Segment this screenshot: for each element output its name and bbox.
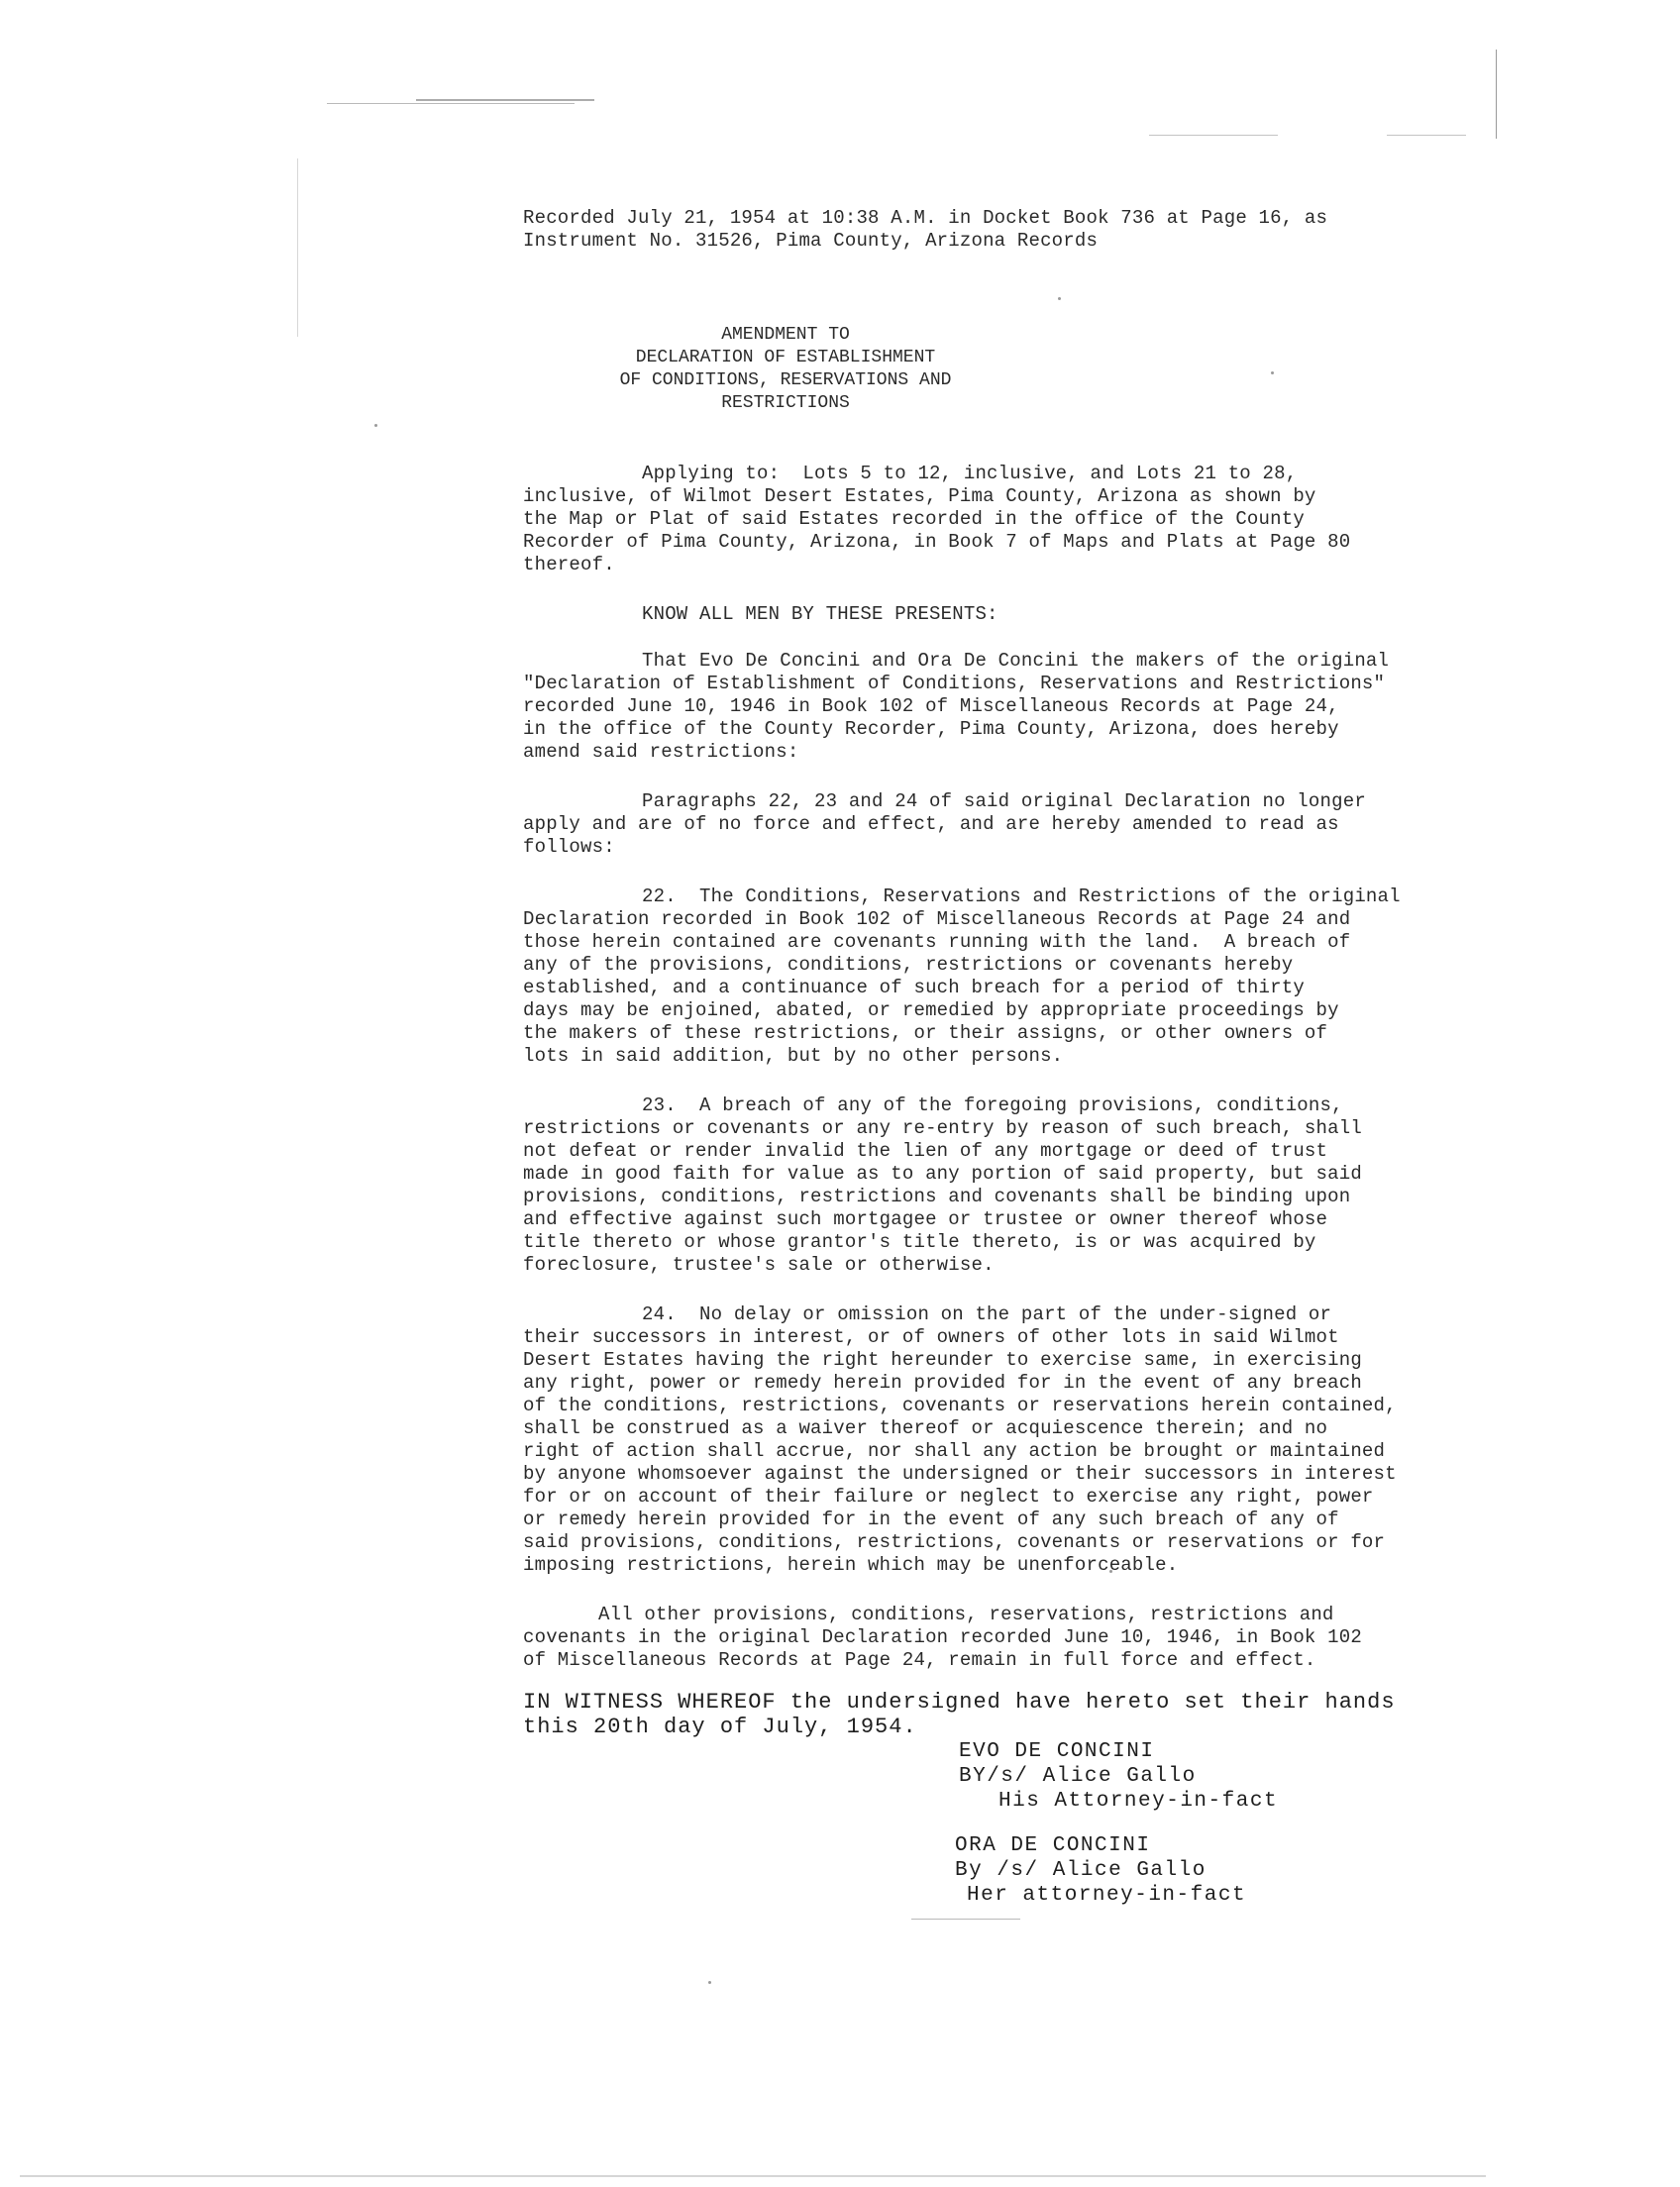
para24-line: Desert Estates having the right hereunder to exercise same, in exercising (523, 1349, 1362, 1371)
scan-top-rule-4 (1387, 135, 1466, 136)
document-title: AMENDMENT TO (721, 325, 850, 345)
applying-line: thereof. (523, 554, 615, 575)
applying-line: the Map or Plat of said Estates recorded in the office of the County (523, 508, 1305, 530)
para24-line: any right, power or remedy herein provided for in the event of any breach (523, 1372, 1362, 1394)
intro-line: in the office of the County Recorder, Pima County, Arizona, does hereby (523, 718, 1339, 740)
para23-line: foreclosure, trustee's sale or otherwise. (523, 1254, 995, 1276)
recording-line: Instrument No. 31526, Pima County, Arizona Records (523, 230, 1099, 252)
signature-evo-by: BY/s/ Alice Gallo (959, 1765, 1197, 1788)
para22-line: 22. The Conditions, Reservations and Restrictions of the original (642, 885, 1401, 907)
amend-note-line: apply and are of no force and effect, and are hereby amended to read as (523, 813, 1339, 835)
para23-line: restrictions or covenants or any re-entry by reason of such breach, shall (523, 1117, 1362, 1139)
para23-line: not defeat or render invalid the lien of any mortgage or deed of trust (523, 1140, 1328, 1162)
scan-speck (1058, 297, 1061, 300)
para24-line: said provisions, conditions, restrictions, covenants or reservations or for (523, 1531, 1386, 1553)
scan-top-rule-3 (1149, 135, 1278, 136)
para22-line: the makers of these restrictions, or their assigns, or other owners of (523, 1022, 1328, 1044)
para23-line: provisions, conditions, restrictions and covenants shall be binding upon (523, 1186, 1351, 1207)
recording-line: Recorded July 21, 1954 at 10:38 A.M. in Docket Book 736 at Page 16, as (523, 207, 1328, 229)
intro-line: That Evo De Concini and Ora De Concini the makers of the original (642, 650, 1390, 672)
para22-line: days may be enjoined, abated, or remedied by appropriate proceedings by (523, 999, 1339, 1021)
scan-top-rule (327, 103, 575, 104)
para24-line: or remedy herein provided for in the event of any such breach of any of (523, 1509, 1339, 1530)
scan-speck (708, 1981, 711, 1984)
para22-line: lots in said addition, but by no other persons. (523, 1045, 1064, 1067)
applying-line: inclusive, of Wilmot Desert Estates, Pima County, Arizona as shown by (523, 485, 1316, 507)
para24-line: of the conditions, restrictions, covenants or reservations herein contained, (523, 1395, 1397, 1416)
para22-line: Declaration recorded in Book 102 of Miscellaneous Records at Page 24 and (523, 908, 1351, 930)
signature-ora-by: By /s/ Alice Gallo (955, 1859, 1207, 1882)
para23-line: 23. A breach of any of the foregoing provisions, conditions, (642, 1094, 1343, 1116)
scan-edge-mark (1496, 50, 1497, 139)
document-title: DECLARATION OF ESTABLISHMENT (635, 348, 936, 367)
applying-line: Recorder of Pima County, Arizona, in Book 7 of Maps and Plats at Page 80 (523, 531, 1351, 553)
para24-line: by anyone whomsoever against the undersigned or their successors in interest (523, 1463, 1397, 1485)
para22-line: those herein contained are covenants running with the land. A breach of (523, 931, 1351, 953)
scan-sig-rule (911, 1919, 1020, 1920)
all-other-line: of Miscellaneous Records at Page 24, remain in full force and effect. (523, 1649, 1316, 1671)
applying-line: Applying to: Lots 5 to 12, inclusive, and Lots 21 to 28, (642, 463, 1298, 484)
scan-bottom-rule (20, 2175, 1486, 2177)
document-title: RESTRICTIONS (721, 393, 850, 413)
witness-line: this 20th day of July, 1954. (523, 1715, 917, 1739)
para23-line: made in good faith for value as to any portion of said property, but said (523, 1163, 1362, 1185)
intro-line: amend said restrictions: (523, 741, 799, 763)
para23-line: title thereto or whose grantor's title thereto, is or was acquired by (523, 1231, 1316, 1253)
para24-line: their successors in interest, or of owners of other lots in said Wilmot (523, 1326, 1339, 1348)
signature-evo-name: EVO DE CONCINI (959, 1740, 1155, 1763)
para24-line: imposing restrictions, herein which may be unenforceable. (523, 1554, 1179, 1576)
scan-speck (374, 424, 377, 427)
para24-line: shall be construed as a waiver thereof or acquiescence therein; and no (523, 1417, 1328, 1439)
amend-note-line: follows: (523, 836, 615, 858)
para22-line: established, and a continuance of such breach for a period of thirty (523, 977, 1305, 998)
document-title: OF CONDITIONS, RESERVATIONS AND (619, 370, 952, 390)
para24-line: 24. No delay or omission on the part of the under-signed or (642, 1303, 1332, 1325)
signature-ora-name: ORA DE CONCINI (955, 1834, 1151, 1857)
all-other-line: All other provisions, conditions, reservations, restrictions and (598, 1604, 1334, 1625)
scan-top-rule-2 (416, 99, 594, 101)
amend-note-line: Paragraphs 22, 23 and 24 of said original Declaration no longer (642, 790, 1366, 812)
para24-line: right of action shall accrue, nor shall any action be brought or maintained (523, 1440, 1386, 1462)
all-other-line: covenants in the original Declaration recorded June 10, 1946, in Book 102 (523, 1626, 1362, 1648)
scan-left-mark (297, 158, 298, 337)
para23-line: and effective against such mortgagee or trustee or owner thereof whose (523, 1208, 1328, 1230)
signature-ora-role: Her attorney-in-fact (967, 1884, 1247, 1907)
signature-evo-role: His Attorney-in-fact (998, 1790, 1279, 1813)
intro-line: recorded June 10, 1946 in Book 102 of Miscellaneous Records at Page 24, (523, 695, 1339, 717)
know-all-heading: KNOW ALL MEN BY THESE PRESENTS: (642, 603, 998, 625)
para22-line: any of the provisions, conditions, restrictions or covenants hereby (523, 954, 1294, 976)
para24-line: for or on account of their failure or neglect to exercise any right, power (523, 1486, 1374, 1508)
witness-line: IN WITNESS WHEREOF the undersigned have hereto set their hands (523, 1690, 1396, 1715)
intro-line: "Declaration of Establishment of Conditions, Reservations and Restrictions" (523, 673, 1386, 694)
